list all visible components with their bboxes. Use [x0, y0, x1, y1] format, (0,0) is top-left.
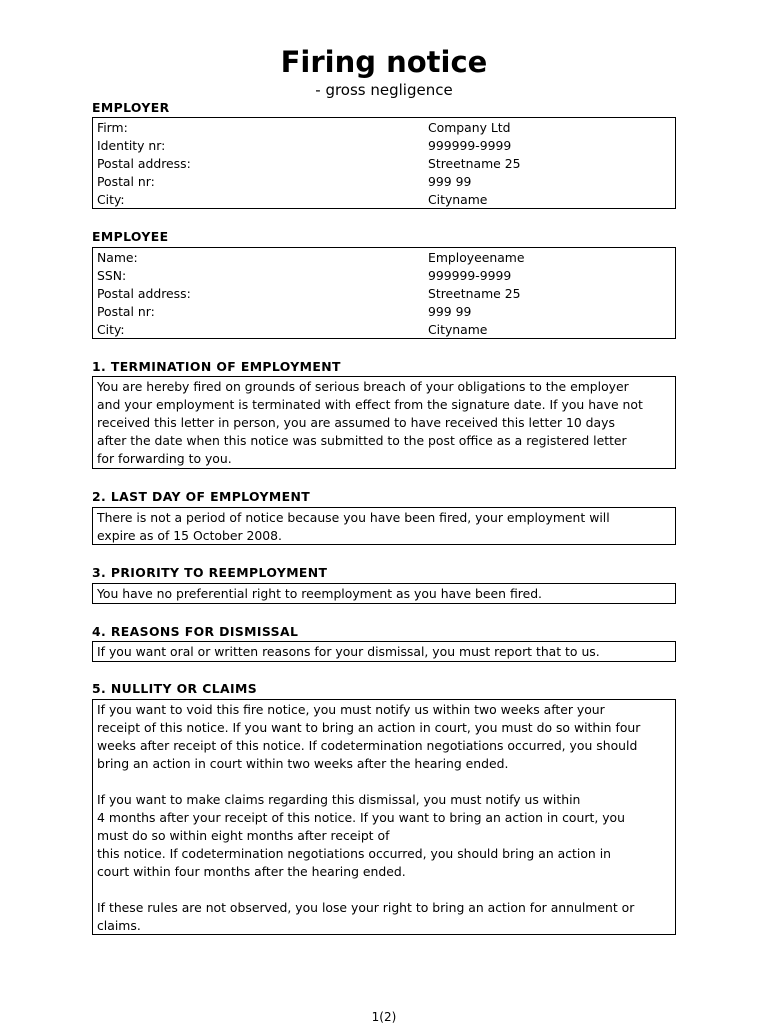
employee-address-label: Postal address:	[97, 286, 191, 301]
employer-row-identity	[97, 137, 671, 155]
nullity-line: If these rules are not observed, you lose your right to bring an action for annulment or	[97, 900, 635, 915]
employee-row-city	[97, 321, 671, 339]
termination-box	[92, 376, 676, 469]
termination-line: You are hereby fired on grounds of serious breach of your obligations to the employer	[97, 379, 629, 394]
priority-line: You have no preferential right to reemployment as you have been fired.	[97, 586, 542, 601]
employee-city-label: City:	[97, 322, 125, 337]
document-title: Firing notice	[280, 45, 488, 79]
employer-postal-nr-value: 999 99	[428, 174, 472, 189]
employee-name-label: Name:	[97, 250, 138, 265]
employee-city-value: Cityname	[428, 322, 488, 337]
nullity-line: If you want to make claims regarding this dismissal, you must notify us within	[97, 792, 581, 807]
employer-row-postal-nr	[97, 173, 671, 191]
nullity-line: claims.	[97, 918, 141, 933]
employee-heading: EMPLOYEE	[92, 229, 169, 244]
employer-heading: EMPLOYER	[92, 100, 170, 115]
document-subtitle: - gross negligence	[315, 81, 453, 99]
employer-address-label: Postal address:	[97, 156, 191, 171]
last-day-line: expire as of 15 October 2008.	[97, 528, 283, 543]
employer-identity-label: Identity nr:	[97, 138, 166, 153]
termination-line: after the date when this notice was submitted to the post office as a registered letter	[97, 433, 627, 448]
nullity-line: must do so within eight months after receipt of	[97, 828, 390, 843]
termination-line: for forwarding to you.	[97, 451, 232, 466]
employee-postal-nr-label: Postal nr:	[97, 304, 155, 319]
nullity-line: this notice. If codetermination negotiations occurred, you should bring an action in	[97, 846, 611, 861]
page-number: 1(2)	[371, 1010, 397, 1024]
employer-row-address	[97, 155, 671, 173]
employee-box	[92, 247, 676, 339]
priority-heading: 3. PRIORITY TO REEMPLOYMENT	[92, 565, 328, 580]
termination-line: received this letter in person, you are assumed to have received this letter 10 days	[97, 415, 615, 430]
employee-row-postal-nr	[97, 303, 671, 321]
employer-firm-label: Firm:	[97, 120, 128, 135]
paragraph-gap	[97, 881, 671, 899]
employee-name-value: Employeename	[428, 250, 525, 265]
nullity-paragraph-claims	[97, 791, 671, 881]
nullity-box	[92, 699, 676, 935]
nullity-line: 4 months after your receipt of this notice. If you want to bring an action in court, you	[97, 810, 625, 825]
employee-ssn-value: 999999-9999	[428, 268, 512, 283]
employee-ssn-label: SSN:	[97, 268, 127, 283]
reasons-line: If you want oral or written reasons for your dismissal, you must report that to us.	[97, 644, 600, 659]
employer-row-city	[97, 191, 671, 209]
nullity-line: receipt of this notice. If you want to bring an action in court, you must do so within four	[97, 720, 641, 735]
employer-box	[92, 117, 676, 209]
employer-identity-value: 999999-9999	[428, 138, 512, 153]
last-day-line: There is not a period of notice because you have been fired, your employment will	[97, 510, 610, 525]
nullity-line: court within four months after the hearing ended.	[97, 864, 406, 879]
reasons-heading: 4. REASONS FOR DISMISSAL	[92, 624, 299, 639]
nullity-paragraph-void	[97, 701, 671, 773]
employer-row-firm	[97, 119, 671, 137]
termination-heading: 1. TERMINATION OF EMPLOYMENT	[92, 359, 341, 374]
paragraph-gap	[97, 773, 671, 791]
last-day-box	[92, 507, 676, 545]
employee-address-value: Streetname 25	[428, 286, 521, 301]
nullity-line: weeks after receipt of this notice. If codetermination negotiations occurred, you should	[97, 738, 638, 753]
employee-row-name	[97, 249, 671, 267]
employer-city-value: Cityname	[428, 192, 488, 207]
nullity-paragraph-rules	[97, 899, 671, 935]
termination-line: and your employment is terminated with effect from the signature date. If you have not	[97, 397, 643, 412]
employer-address-value: Streetname 25	[428, 156, 521, 171]
nullity-heading: 5. NULLITY OR CLAIMS	[92, 681, 258, 696]
employee-postal-nr-value: 999 99	[428, 304, 472, 319]
reasons-box	[92, 641, 676, 662]
employee-row-ssn	[97, 267, 671, 285]
nullity-line: If you want to void this fire notice, you must notify us within two weeks after your	[97, 702, 605, 717]
priority-box	[92, 583, 676, 604]
nullity-line: bring an action in court within two weeks after the hearing ended.	[97, 756, 509, 771]
employer-city-label: City:	[97, 192, 125, 207]
employer-firm-value: Company Ltd	[428, 120, 511, 135]
employee-row-address	[97, 285, 671, 303]
employer-postal-nr-label: Postal nr:	[97, 174, 155, 189]
last-day-heading: 2. LAST DAY OF EMPLOYMENT	[92, 489, 311, 504]
